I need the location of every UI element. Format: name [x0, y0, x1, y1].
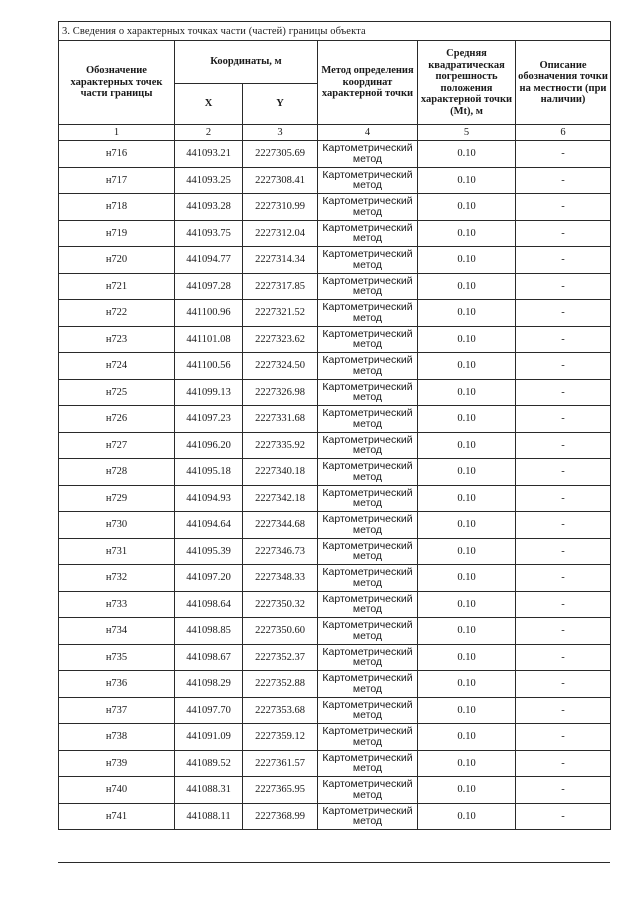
method-line-1: Картометрический	[322, 168, 413, 181]
coord-y: 2227342.18	[243, 485, 318, 512]
coord-x: 441099.13	[175, 379, 243, 406]
table-row	[59, 300, 611, 327]
mt-error: 0.10	[418, 485, 516, 512]
point-description: -	[516, 273, 611, 300]
table-row	[59, 591, 611, 618]
method-cell	[318, 750, 418, 777]
mt-error: 0.10	[418, 697, 516, 724]
method-line-2: метод	[352, 735, 383, 748]
table-row	[59, 326, 611, 353]
coord-x: 441097.23	[175, 406, 243, 433]
method-line-2: метод	[352, 656, 383, 669]
method-cell	[318, 432, 418, 459]
method-line-2: метод	[352, 444, 383, 457]
coord-x: 441095.18	[175, 459, 243, 486]
table-row	[59, 644, 611, 671]
method-cell	[318, 724, 418, 751]
point-designation: н730	[59, 512, 175, 539]
point-designation: н733	[59, 591, 175, 618]
point-description: -	[516, 803, 611, 830]
column-number: 5	[418, 125, 516, 141]
coord-x: 441093.75	[175, 220, 243, 247]
coord-y: 2227331.68	[243, 406, 318, 433]
method-line-1: Картометрический	[322, 619, 413, 632]
method-cell	[318, 141, 418, 168]
coord-y: 2227368.99	[243, 803, 318, 830]
method-cell	[318, 194, 418, 221]
point-description: -	[516, 618, 611, 645]
table-row	[59, 777, 611, 804]
coord-y: 2227305.69	[243, 141, 318, 168]
coord-x: 441088.11	[175, 803, 243, 830]
column-number-row	[59, 125, 611, 141]
coord-x: 441100.96	[175, 300, 243, 327]
point-description: -	[516, 326, 611, 353]
coord-x: 441097.28	[175, 273, 243, 300]
method-cell	[318, 538, 418, 565]
point-description: -	[516, 697, 611, 724]
method-line-2: метод	[352, 338, 383, 351]
point-designation: н725	[59, 379, 175, 406]
mt-error: 0.10	[418, 300, 516, 327]
coord-x: 441095.39	[175, 538, 243, 565]
method-line-2: метод	[352, 285, 383, 298]
coord-y: 2227350.60	[243, 618, 318, 645]
point-description: -	[516, 300, 611, 327]
mt-error: 0.10	[418, 750, 516, 777]
coord-y: 2227353.68	[243, 697, 318, 724]
method-line-2: метод	[352, 179, 383, 192]
table-row	[59, 512, 611, 539]
method-cell	[318, 379, 418, 406]
method-line-1: Картометрический	[322, 407, 413, 420]
mt-error: 0.10	[418, 565, 516, 592]
method-cell	[318, 326, 418, 353]
point-designation: н732	[59, 565, 175, 592]
method-line-1: Картометрический	[322, 751, 413, 764]
point-designation: н716	[59, 141, 175, 168]
header-x: X	[175, 84, 243, 125]
mt-error: 0.10	[418, 671, 516, 698]
mt-error: 0.10	[418, 220, 516, 247]
table-body	[59, 141, 611, 830]
point-designation: н726	[59, 406, 175, 433]
point-description: -	[516, 724, 611, 751]
point-designation: н720	[59, 247, 175, 274]
mt-error: 0.10	[418, 141, 516, 168]
table-row	[59, 379, 611, 406]
point-designation: н718	[59, 194, 175, 221]
coord-x: 441093.21	[175, 141, 243, 168]
point-description: -	[516, 459, 611, 486]
method-line-2: метод	[352, 523, 383, 536]
point-description: -	[516, 485, 611, 512]
coord-y: 2227323.62	[243, 326, 318, 353]
column-number: 4	[318, 125, 418, 141]
table-row	[59, 247, 611, 274]
coord-y: 2227321.52	[243, 300, 318, 327]
point-designation: н741	[59, 803, 175, 830]
method-line-2: метод	[352, 550, 383, 563]
coord-x: 441094.93	[175, 485, 243, 512]
point-description: -	[516, 777, 611, 804]
method-cell	[318, 353, 418, 380]
method-line-1: Картометрический	[322, 698, 413, 711]
header-method: Метод определения координат характерной точки	[318, 41, 418, 125]
point-description: -	[516, 671, 611, 698]
mt-error: 0.10	[418, 273, 516, 300]
coord-x: 441098.64	[175, 591, 243, 618]
header-error: Средняя квадратическая погрешность положения характерной точки (Mt), м	[418, 41, 516, 125]
method-line-1: Картометрический	[322, 645, 413, 658]
method-line-1: Картометрический	[322, 486, 413, 499]
method-line-2: метод	[352, 576, 383, 589]
point-description: -	[516, 167, 611, 194]
method-cell	[318, 777, 418, 804]
method-line-2: метод	[352, 497, 383, 510]
mt-error: 0.10	[418, 644, 516, 671]
method-line-1: Картометрический	[322, 804, 413, 817]
method-cell	[318, 485, 418, 512]
coord-x: 441097.20	[175, 565, 243, 592]
coord-x: 441100.56	[175, 353, 243, 380]
method-line-2: метод	[352, 258, 383, 271]
point-designation: н731	[59, 538, 175, 565]
table-row	[59, 538, 611, 565]
mt-error: 0.10	[418, 618, 516, 645]
method-cell	[318, 803, 418, 830]
point-designation: н737	[59, 697, 175, 724]
point-designation: н727	[59, 432, 175, 459]
coord-y: 2227352.88	[243, 671, 318, 698]
mt-error: 0.10	[418, 777, 516, 804]
point-description: -	[516, 591, 611, 618]
coord-y: 2227308.41	[243, 167, 318, 194]
table-row	[59, 671, 611, 698]
coord-y: 2227310.99	[243, 194, 318, 221]
method-cell	[318, 618, 418, 645]
mt-error: 0.10	[418, 432, 516, 459]
mt-error: 0.10	[418, 326, 516, 353]
method-line-1: Картометрический	[322, 513, 413, 526]
method-line-1: Картометрический	[322, 539, 413, 552]
column-number: 6	[516, 125, 611, 141]
method-line-1: Картометрический	[322, 301, 413, 314]
method-line-1: Картометрический	[322, 778, 413, 791]
coord-x: 441089.52	[175, 750, 243, 777]
mt-error: 0.10	[418, 353, 516, 380]
coord-x: 441091.09	[175, 724, 243, 751]
method-line-1: Картометрический	[322, 274, 413, 287]
point-designation: н729	[59, 485, 175, 512]
table-row	[59, 353, 611, 380]
coord-x: 441094.77	[175, 247, 243, 274]
method-line-1: Картометрический	[322, 221, 413, 234]
table-row	[59, 432, 611, 459]
method-cell	[318, 167, 418, 194]
mt-error: 0.10	[418, 247, 516, 274]
method-cell	[318, 512, 418, 539]
method-line-2: метод	[352, 762, 383, 775]
method-line-1: Картометрический	[322, 725, 413, 738]
point-description: -	[516, 141, 611, 168]
coord-y: 2227361.57	[243, 750, 318, 777]
coord-y: 2227352.37	[243, 644, 318, 671]
method-line-2: метод	[352, 232, 383, 245]
point-description: -	[516, 432, 611, 459]
table-row	[59, 697, 611, 724]
coord-y: 2227359.12	[243, 724, 318, 751]
coord-x: 441098.85	[175, 618, 243, 645]
point-designation: н722	[59, 300, 175, 327]
method-line-2: метод	[352, 417, 383, 430]
table-row	[59, 220, 611, 247]
method-line-2: метод	[352, 364, 383, 377]
method-cell	[318, 273, 418, 300]
point-designation: н736	[59, 671, 175, 698]
mt-error: 0.10	[418, 538, 516, 565]
method-line-2: метод	[352, 682, 383, 695]
method-line-1: Картометрический	[322, 592, 413, 605]
point-description: -	[516, 379, 611, 406]
table-row	[59, 565, 611, 592]
method-line-1: Картометрический	[322, 195, 413, 208]
table-row	[59, 406, 611, 433]
method-cell	[318, 565, 418, 592]
coord-x: 441097.70	[175, 697, 243, 724]
point-designation: н740	[59, 777, 175, 804]
method-cell	[318, 247, 418, 274]
method-line-2: метод	[352, 391, 383, 404]
coord-y: 2227326.98	[243, 379, 318, 406]
point-description: -	[516, 750, 611, 777]
method-cell	[318, 220, 418, 247]
method-cell	[318, 406, 418, 433]
method-line-1: Картометрический	[322, 248, 413, 261]
column-number: 1	[59, 125, 175, 141]
point-description: -	[516, 538, 611, 565]
mt-error: 0.10	[418, 803, 516, 830]
table-row	[59, 167, 611, 194]
method-line-2: метод	[352, 815, 383, 828]
point-designation: н735	[59, 644, 175, 671]
point-designation: н738	[59, 724, 175, 751]
table-row	[59, 750, 611, 777]
point-description: -	[516, 194, 611, 221]
coord-x: 441098.29	[175, 671, 243, 698]
coord-x: 441101.08	[175, 326, 243, 353]
coord-y: 2227324.50	[243, 353, 318, 380]
header-designation: Обозначение характерных точек части границы	[59, 41, 175, 125]
method-cell	[318, 671, 418, 698]
method-line-2: метод	[352, 788, 383, 801]
header-y: Y	[243, 84, 318, 125]
method-line-1: Картометрический	[322, 433, 413, 446]
method-line-2: метод	[352, 205, 383, 218]
method-line-2: метод	[352, 629, 383, 642]
coord-y: 2227335.92	[243, 432, 318, 459]
point-designation: н721	[59, 273, 175, 300]
coord-y: 2227344.68	[243, 512, 318, 539]
method-line-1: Картометрический	[322, 327, 413, 340]
coord-y: 2227350.32	[243, 591, 318, 618]
mt-error: 0.10	[418, 167, 516, 194]
point-designation: н728	[59, 459, 175, 486]
table-row	[59, 803, 611, 830]
table-row	[59, 273, 611, 300]
method-line-1: Картометрический	[322, 460, 413, 473]
point-designation: н719	[59, 220, 175, 247]
mt-error: 0.10	[418, 194, 516, 221]
mt-error: 0.10	[418, 459, 516, 486]
coord-y: 2227348.33	[243, 565, 318, 592]
coord-x: 441088.31	[175, 777, 243, 804]
point-description: -	[516, 353, 611, 380]
method-cell	[318, 300, 418, 327]
point-description: -	[516, 512, 611, 539]
coord-y: 2227317.85	[243, 273, 318, 300]
method-line-2: метод	[352, 470, 383, 483]
point-designation: н739	[59, 750, 175, 777]
mt-error: 0.10	[418, 406, 516, 433]
point-description: -	[516, 644, 611, 671]
table-row	[59, 459, 611, 486]
boundary-points-table	[58, 21, 611, 830]
method-cell	[318, 697, 418, 724]
coord-x: 441096.20	[175, 432, 243, 459]
coord-y: 2227340.18	[243, 459, 318, 486]
section-title: 3. Сведения о характерных точках части (частей) границы объекта	[59, 22, 611, 41]
coord-y: 2227312.04	[243, 220, 318, 247]
table-row	[59, 485, 611, 512]
method-line-1: Картометрический	[322, 354, 413, 367]
method-line-2: метод	[352, 709, 383, 722]
coord-x: 441094.64	[175, 512, 243, 539]
point-designation: н723	[59, 326, 175, 353]
method-line-2: метод	[352, 311, 383, 324]
column-number: 3	[243, 125, 318, 141]
header-coordinates: Координаты, м	[175, 41, 318, 84]
method-cell	[318, 644, 418, 671]
point-designation: н734	[59, 618, 175, 645]
coord-y: 2227365.95	[243, 777, 318, 804]
method-line-1: Картометрический	[322, 380, 413, 393]
coord-x: 441093.25	[175, 167, 243, 194]
coord-x: 441093.28	[175, 194, 243, 221]
point-description: -	[516, 565, 611, 592]
coord-y: 2227346.73	[243, 538, 318, 565]
point-designation: н724	[59, 353, 175, 380]
method-line-1: Картометрический	[322, 566, 413, 579]
coord-x: 441098.67	[175, 644, 243, 671]
mt-error: 0.10	[418, 591, 516, 618]
point-description: -	[516, 247, 611, 274]
mt-error: 0.10	[418, 724, 516, 751]
method-line-2: метод	[352, 603, 383, 616]
header-description: Описание обозначения точки на местности (при наличии)	[516, 41, 611, 125]
method-line-1: Картометрический	[322, 672, 413, 685]
coord-y: 2227314.34	[243, 247, 318, 274]
point-designation: н717	[59, 167, 175, 194]
column-number: 2	[175, 125, 243, 141]
table-row	[59, 618, 611, 645]
mt-error: 0.10	[418, 512, 516, 539]
method-line-1: Картометрический	[322, 142, 413, 155]
table-row	[59, 141, 611, 168]
point-description: -	[516, 220, 611, 247]
method-cell	[318, 591, 418, 618]
table-row	[59, 194, 611, 221]
footer-divider	[58, 862, 610, 863]
point-description: -	[516, 406, 611, 433]
mt-error: 0.10	[418, 379, 516, 406]
method-cell	[318, 459, 418, 486]
table-row	[59, 724, 611, 751]
method-line-2: метод	[352, 152, 383, 165]
